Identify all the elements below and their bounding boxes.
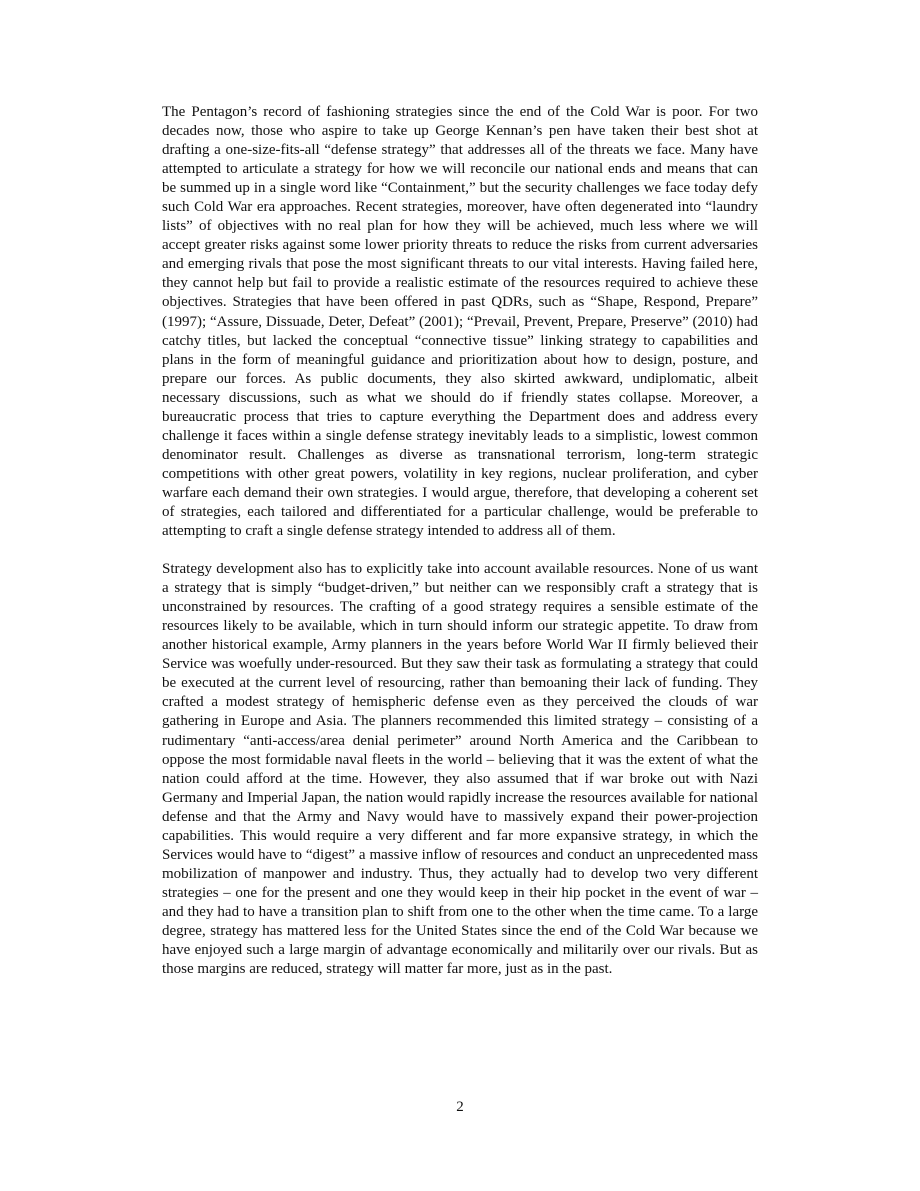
paragraph-2: Strategy development also has to explicitly take into account available resources. None of us want a strategy that is simply “budget-driven,” but neither can we responsibly craft a strategy that is unconstrained by resources. The crafting of a good strategy requires a sensible estimate of the resources likely to be available, which in turn should inform our strategic appetite. To draw from another historical example, Army planners in the years before World War II firmly believed their Service was woefully under-resourced. But they saw their task as formulating a strategy that could be executed at the current level of resourcing, rather than bemoaning their lack of funding. They crafted a modest strategy of hemispheric defense even as they perceived the clouds of war gathering in Europe and Asia. The planners recommended this limited strategy – consisting of a rudimentary “anti-access/area denial perimeter” around North America and the Caribbean to oppose the most formidable naval fleets in the world – believing that it was the extent of what the nation could afford at the time. However, they also assumed that if war broke out with Nazi Germany and Imperial Japan, the nation would rapidly increase the resources available for national defense and that the Army and Navy would have to massively expand their power-projection capabilities. This would require a very different and far more expansive strategy, in which the Services would have to “digest” a massive inflow of resources and conduct an unprecedented mass mobilization of manpower and industry. Thus, they actually had to develop two very different strategies – one for the present and one they would keep in their hip pocket in the event of war – and they had to have a transition plan to shift from one to the other when the time came. To a large degree, strategy has mattered less for the United States since the end of the Cold War because we have enjoyed such a large margin of advantage economically and militarily over our rivals. But as those margins are reduced, strategy will matter far more, just as in the past. (162, 561, 758, 978)
body-text (162, 103, 758, 998)
paragraph-1: The Pentagon’s record of fashioning strategies since the end of the Cold War is poor. For two decades now, those who aspire to take up George Kennan’s pen have taken their best shot at drafting a one-size-fits-all “defense strategy” that addresses all of the threats we face. Many have attempted to articulate a strategy for how we will reconcile our national ends and means that can be summed up in a single word like “Containment,” but the security challenges we face today defy such Cold War era approaches. Recent strategies, moreover, have often degenerated into “laundry lists” of objectives with no real plan for how they will be achieved, much less where we will accept greater risks against some lower priority threats to reduce the risks from current adversaries and emerging rivals that pose the most significant threats to our vital interests. Having failed here, they cannot help but fail to provide a realistic estimate of the resources required to achieve these objectives. Strategies that have been offered in past QDRs, such as “Shape, Respond, Prepare” (1997); “Assure, Dissuade, Deter, Defeat” (2001); “Prevail, Prevent, Prepare, Preserve” (2010) had catchy titles, but lacked the conceptual “connective tissue” linking strategy to capabilities and plans in the form of meaningful guidance and prioritization about how to design, posture, and prepare our forces. As public documents, they also skirted awkward, undiplomatic, albeit necessary discussions, such as what we should do if friendly states collapse. Moreover, a bureaucratic process that tries to capture everything the Department does and address every challenge it faces within a single defense strategy inevitably leads to a simplistic, lowest common denominator result. Challenges as diverse as transnational terrorism, long-term strategic competitions with other great powers, volatility in key regions, nuclear proliferation, and cyber warfare each demand their own strategies. I would argue, therefore, that developing a coherent set of strategies, each tailored and differentiated for a particular challenge, would be preferable to attempting to craft a single defense strategy intended to address all of them. (162, 104, 758, 540)
page-number: 2 (456, 1099, 464, 1115)
